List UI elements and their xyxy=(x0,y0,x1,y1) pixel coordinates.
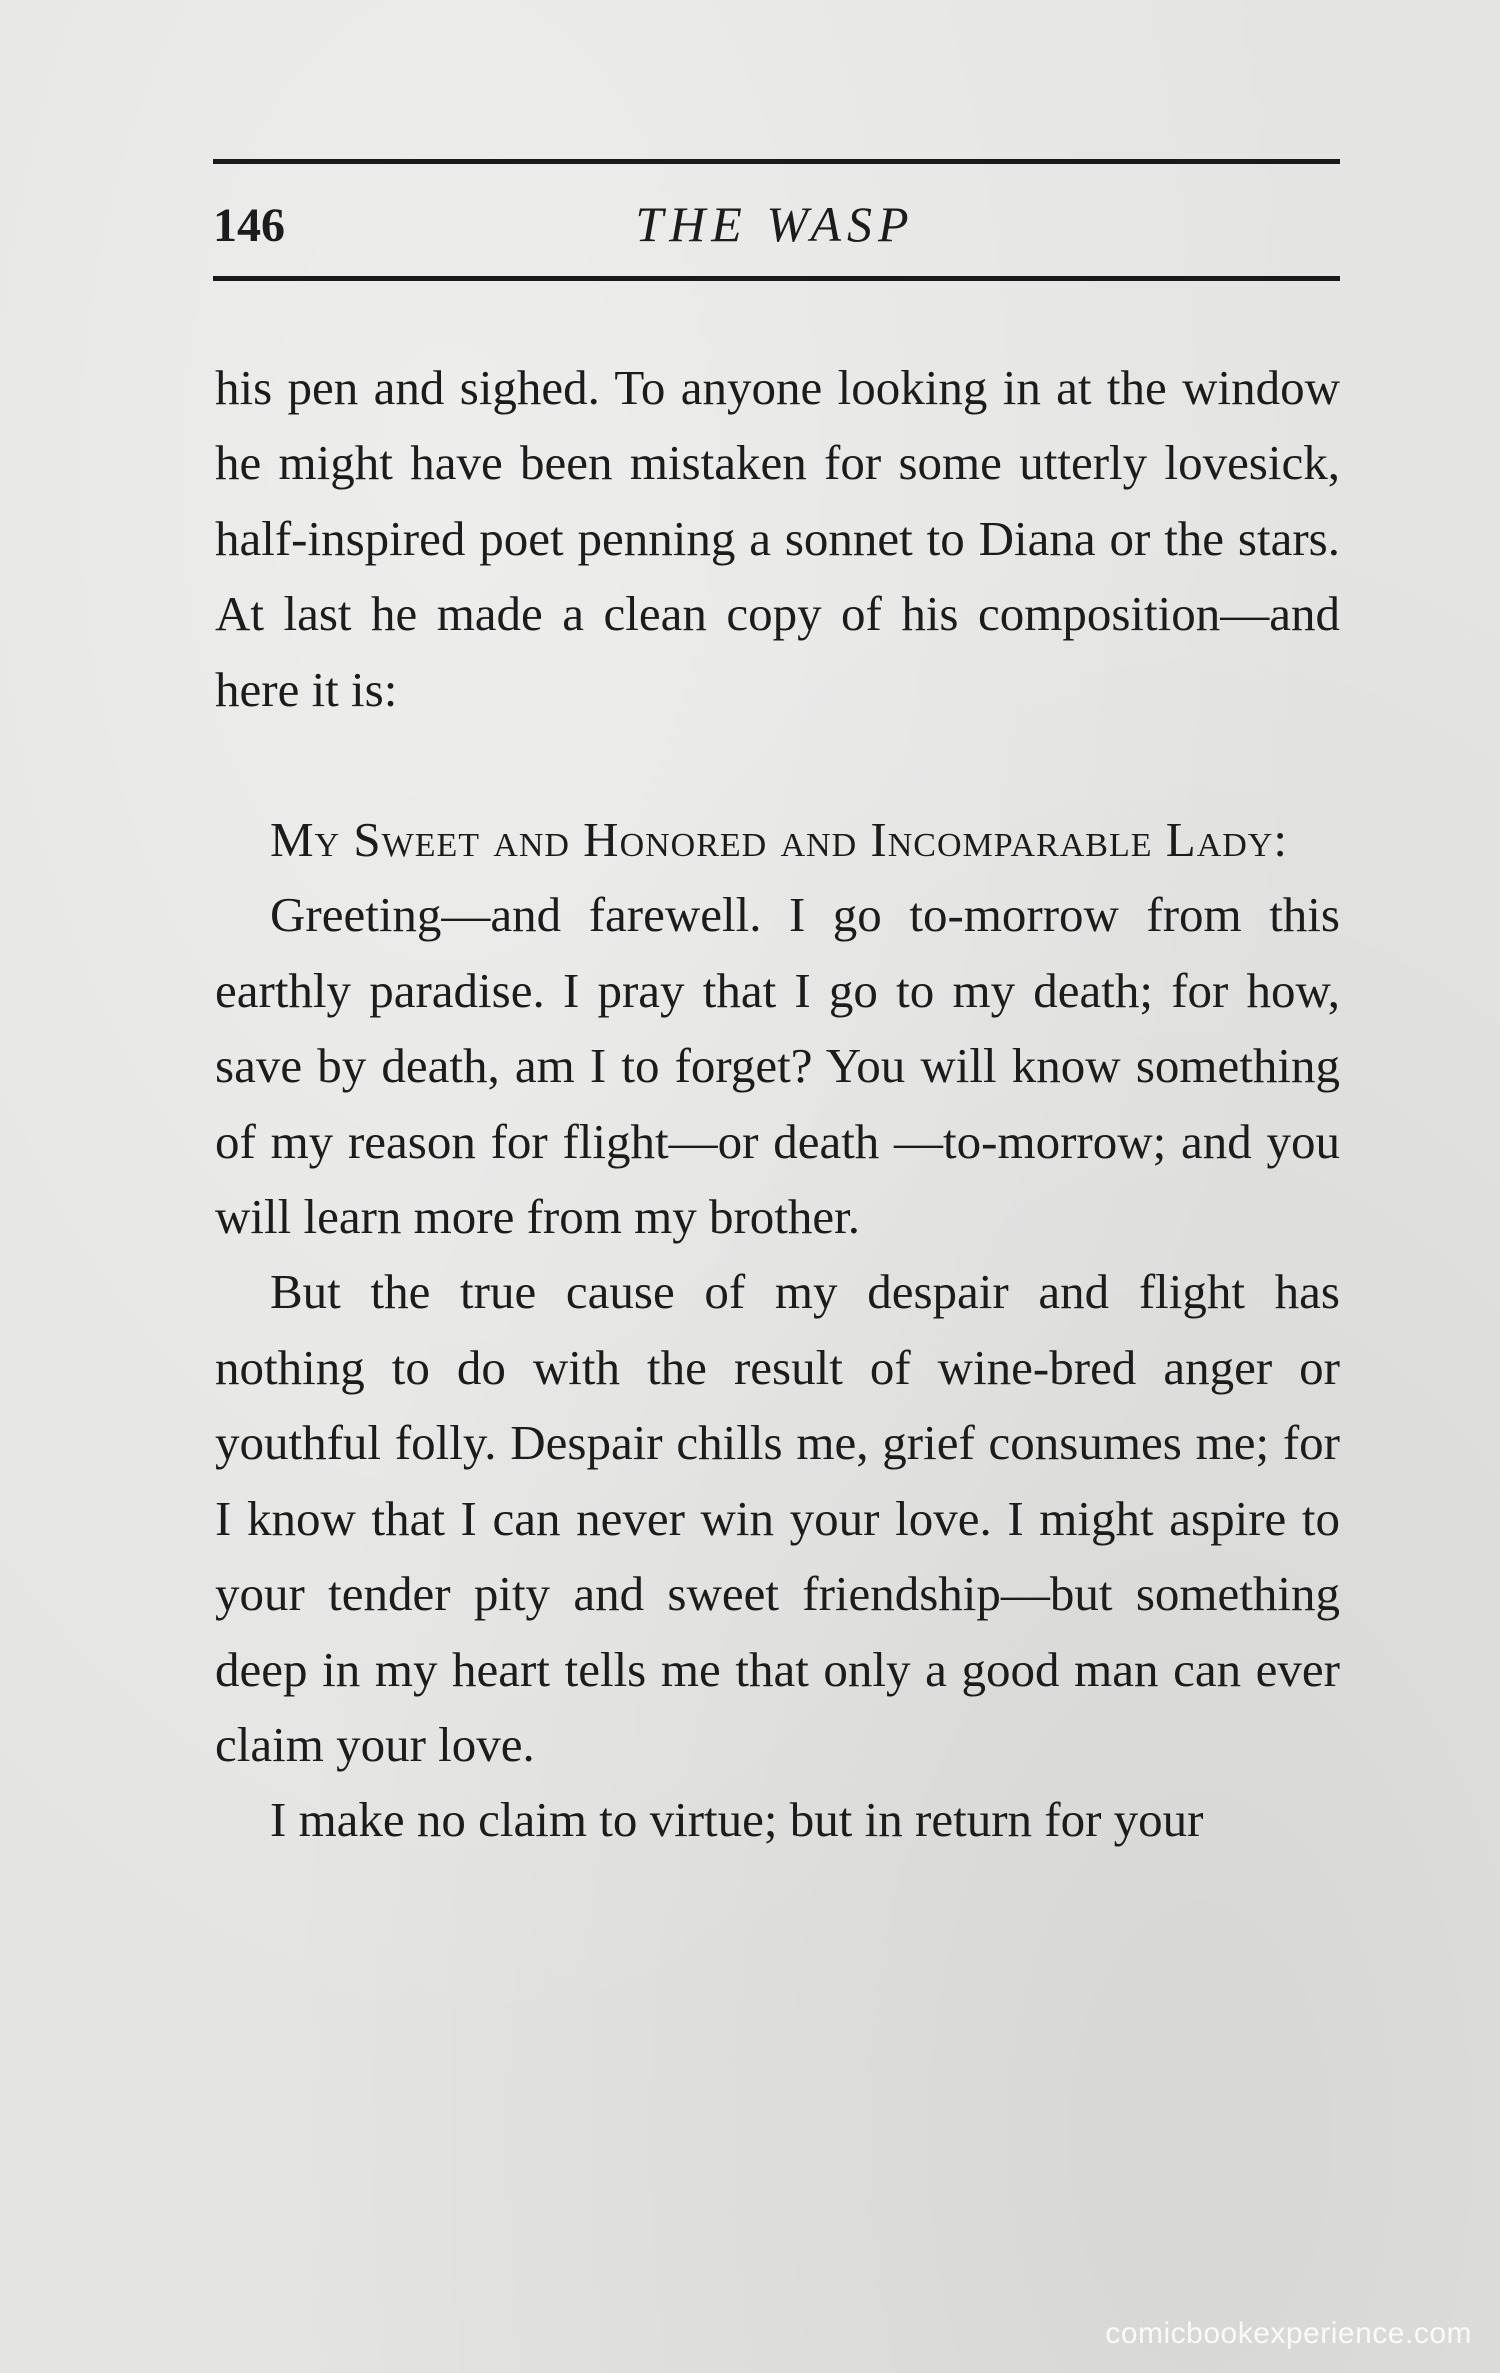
letter-paragraph-virtue: I make no claim to virtue; but in return for your xyxy=(270,1792,1204,1848)
header-rule-bottom xyxy=(213,276,1340,281)
header-rule-top xyxy=(213,159,1340,164)
letter-paragraph-despair: But the true cause of my despair and flight has nothing to do with the result of wine-bred anger or youthful folly. Despair chills me, grief consumes me; for I know that I can never win your love. I might aspire to your tender pity and sweet friendship—but something deep in my heart tells me that only a good man can ever claim your love. xyxy=(215,1264,1340,1772)
site-watermark: comicbookexperience.com xyxy=(1105,2317,1472,2350)
running-title: THE WASP xyxy=(635,196,915,252)
paragraph-continuation: his pen and sighed. To anyone looking in at the window he might have been mistaken for some utterly lovesick, half-inspired poet penning a sonnet to Diana or the stars. At last he made a clean copy of his composition—and here it is: xyxy=(215,360,1340,717)
page-number: 146 xyxy=(213,199,285,252)
letter-salutation: My Sweet and Honored and Incomparable Lady: xyxy=(270,812,1288,868)
body-text xyxy=(215,350,1340,1858)
letter-paragraph-greeting: Greeting—and farewell. I go to-morrow from this earthly paradise. I pray that I go to my death; for how, save by death, am I to forget? You will know something of my reason for flight—or death —to-morrow; and you will learn more from my brother. xyxy=(215,887,1340,1245)
section-spacer xyxy=(215,727,1340,802)
